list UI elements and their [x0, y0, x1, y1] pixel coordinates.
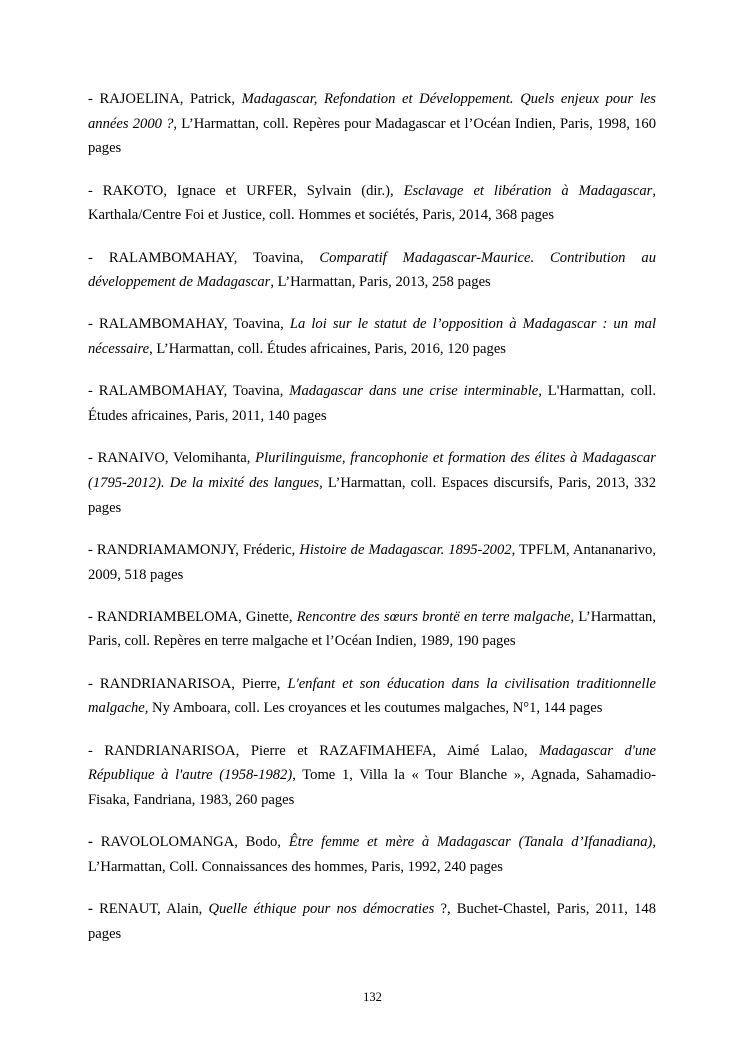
entry-publication: , L'Harmattan, coll. Études africaines, Paris, 2011, 140 pages	[88, 383, 656, 425]
entry-title: Histoire de Madagascar. 1895-2002	[299, 541, 512, 558]
bibliography-entry	[88, 672, 656, 721]
entry-dash: -	[88, 450, 98, 467]
entry-author: RALAMBOMAHAY, Toavina,	[98, 316, 290, 333]
entry-title: Comparatif Madagascar-Maurice. Contribution au développement de Madagascar	[88, 249, 656, 291]
bibliography-entry	[88, 605, 656, 654]
bibliography-entry	[88, 87, 656, 161]
entry-dash: -	[88, 901, 100, 918]
entry-author: RAKOTO, Ignace et URFER, Sylvain (dir.),	[102, 182, 404, 199]
entry-dash: -	[88, 834, 101, 851]
entry-author: RALAMBOMAHAY, Toavina,	[98, 383, 290, 400]
entry-publication: , L’Harmattan, coll. Espaces discursifs, Paris, 2013, 332 pages	[88, 474, 656, 516]
entry-title: Plurilinguisme, francophonie et formation des élites à Madagascar (1795-2012). De la mixité des langues	[88, 450, 656, 491]
entry-title: La loi sur le statut de l’opposition à Madagascar : un mal nécessaire	[88, 316, 657, 358]
entry-author: RAJOELINA, Patrick,	[99, 91, 242, 107]
entry-author: RANDRIANARISOA, Pierre,	[99, 675, 288, 692]
bibliography-entry	[88, 446, 656, 520]
entry-publication: ?, Buchet-Chastel, Paris, 2011, 148 pages	[88, 901, 657, 942]
entry-author: RENAUT, Alain,	[99, 901, 209, 918]
bibliography-entry	[88, 538, 656, 587]
entry-title: Esclavage et libération à Madagascar	[403, 182, 653, 199]
entry-author: RALAMBOMAHAY, Toavina,	[108, 249, 320, 266]
entry-dash: -	[88, 383, 99, 400]
entry-dash: -	[88, 541, 97, 558]
entry-author: RANDRIANARISOA, Pierre et RAZAFIMAHEFA, Aimé Lalao,	[104, 742, 540, 759]
entry-title: Madagascar d'une République à l'autre (1958-1982)	[88, 742, 656, 784]
entry-publication: , Tome 1, Villa la « Tour Blanche », Agnada, Sahamadio-Fisaka, Fandriana, 1983, 260 pages	[88, 767, 656, 808]
entry-publication: , TPFLM, Antananarivo, 2009, 518 pages	[88, 541, 656, 583]
entry-dash: -	[88, 249, 109, 266]
entry-title: Rencontre des sœurs brontë en terre malgache	[296, 608, 571, 625]
entry-author: RAVOLOLOMANGA, Bodo,	[100, 834, 289, 851]
entry-title: Madagascar dans une crise interminable	[289, 383, 539, 400]
bibliography-entry	[88, 179, 656, 228]
bibliography-entry	[88, 739, 656, 813]
bibliography-entry	[88, 897, 656, 946]
entry-publication: , L’Harmattan, coll. Repères pour Madagascar et l’Océan Indien, Paris, 1998, 160 pages	[88, 115, 656, 157]
entry-author: RANAIVO, Velomihanta,	[97, 450, 256, 467]
bibliography-entry	[88, 246, 656, 295]
entry-author: RANDRIAMAMONJY, Fréderic,	[96, 541, 300, 558]
entry-dash: -	[88, 91, 100, 107]
entry-publication: , L’Harmattan, Paris, 2013, 258 pages	[270, 274, 491, 291]
bibliography-entry	[88, 312, 656, 361]
entry-dash: -	[88, 608, 98, 625]
entry-dash: -	[88, 675, 100, 692]
entry-dash: -	[88, 316, 99, 333]
entry-publication: Ny Amboara, coll. Les croyances et les coutumes malgaches, N°1, 144 pages	[148, 700, 603, 717]
entry-dash: -	[88, 182, 103, 199]
entry-publication: , L’Harmattan, coll. Études africaines, Paris, 2016, 120 pages	[149, 341, 506, 358]
entry-title: Quelle éthique pour nos démocraties	[208, 901, 435, 918]
bibliography-entry	[88, 379, 656, 428]
entry-dash: -	[88, 742, 105, 759]
entry-title: Être femme et mère à Madagascar (Tanala d’Ifanadiana)	[288, 834, 653, 851]
bibliography-entry	[88, 830, 656, 879]
entry-publication: , L’Harmattan, Paris, coll. Repères en terre malgache et l’Océan Indien, 1989, 190 pages	[88, 608, 656, 650]
bibliography-page	[88, 87, 656, 964]
entry-title: Madagascar, Refondation et Développement. Quels enjeux pour les années 2000 ?	[88, 91, 656, 132]
entry-title: L'enfant et son éducation dans la civilisation traditionnelle malgache,	[88, 675, 656, 717]
entry-publication: , Karthala/Centre Foi et Justice, coll. Hommes et sociétés, Paris, 2014, 368 pages	[88, 182, 657, 224]
page-number: 132	[363, 990, 382, 1004]
entry-author: RANDRIAMBELOMA, Ginette,	[97, 608, 297, 625]
entry-publication: , L’Harmattan, Coll. Connaissances des hommes, Paris, 1992, 240 pages	[88, 834, 657, 875]
